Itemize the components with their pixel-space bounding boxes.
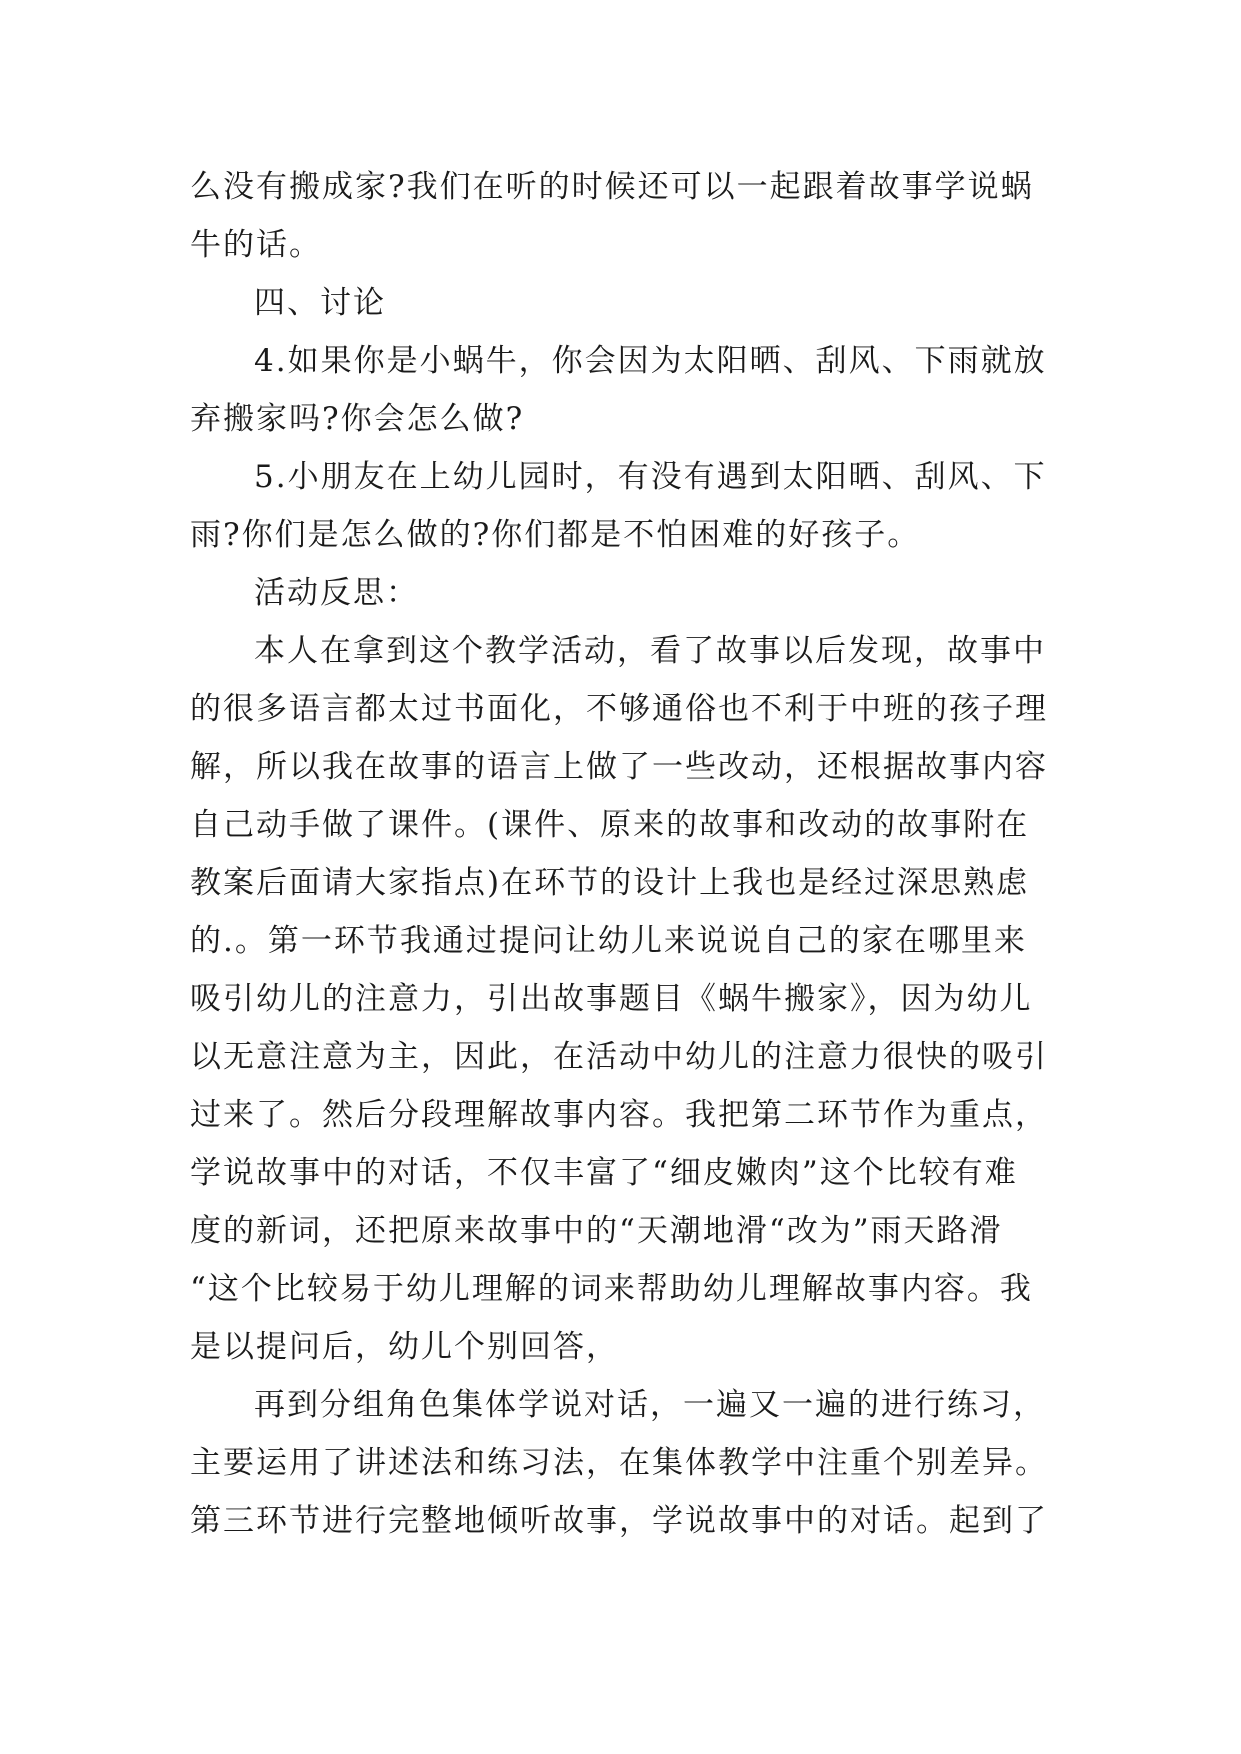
text-line: 5.小朋友在上幼儿园时，有没有遇到太阳晒、刮风、下 (254, 459, 1047, 495)
text-line: 四、讨论 (254, 285, 386, 321)
text-line: 是以提问后，幼儿个别回答， (190, 1329, 619, 1365)
text-line: 吸引幼儿的注意力，引出故事题目《蜗牛搬家》，因为幼儿 (190, 981, 1033, 1017)
text-line: 本人在拿到这个教学活动，看了故事以后发现，故事中 (254, 633, 1046, 669)
text-line: 活动反思： (254, 575, 419, 611)
text-line: 自己动手做了课件。(课件、原来的故事和改动的故事附在 (190, 807, 1030, 843)
text-line: 么没有搬成家?我们在听的时候还可以一起跟着故事学说蜗 (190, 169, 1034, 205)
text-line: 4.如果你是小蜗牛，你会因为太阳晒、刮风、下雨就放 (254, 343, 1047, 379)
text-line: 的很多语言都太过书面化，不够通俗也不利于中班的孩子理 (190, 691, 1048, 727)
text-line: 过来了。然后分段理解故事内容。我把第二环节作为重点， (190, 1097, 1048, 1133)
document-body (190, 158, 1052, 1550)
text-line: 弃搬家吗?你会怎么做? (190, 401, 525, 437)
text-line: 第三环节进行完整地倾听故事，学说故事中的对话。起到了 (190, 1503, 1048, 1539)
text-line: 再到分组角色集体学说对话，一遍又一遍的进行练习， (254, 1387, 1046, 1423)
text-line: 以无意注意为主，因此，在活动中幼儿的注意力很快的吸引 (190, 1039, 1048, 1075)
text-line: 的.。第一环节我通过提问让幼儿来说说自己的家在哪里来 (190, 923, 1027, 959)
text-line: 解，所以我在故事的语言上做了一些改动，还根据故事内容 (190, 749, 1048, 785)
text-line: 雨?你们是怎么做的?你们都是不怕困难的好孩子。 (190, 517, 921, 553)
text-line: 度的新词，还把原来故事中的“天潮地滑“改为”雨天路滑 (190, 1213, 1003, 1249)
text-line: 牛的话。 (190, 227, 322, 263)
text-line: 主要运用了讲述法和练习法，在集体教学中注重个别差异。 (190, 1445, 1048, 1481)
text-line: “这个比较易于幼儿理解的词来帮助幼儿理解故事内容。我 (190, 1271, 1033, 1307)
text-line: 教案后面请大家指点)在环节的设计上我也是经过深思熟虑 (190, 865, 1030, 901)
text-line: 学说故事中的对话，不仅丰富了“细皮嫩肉”这个比较有难 (190, 1155, 1018, 1191)
